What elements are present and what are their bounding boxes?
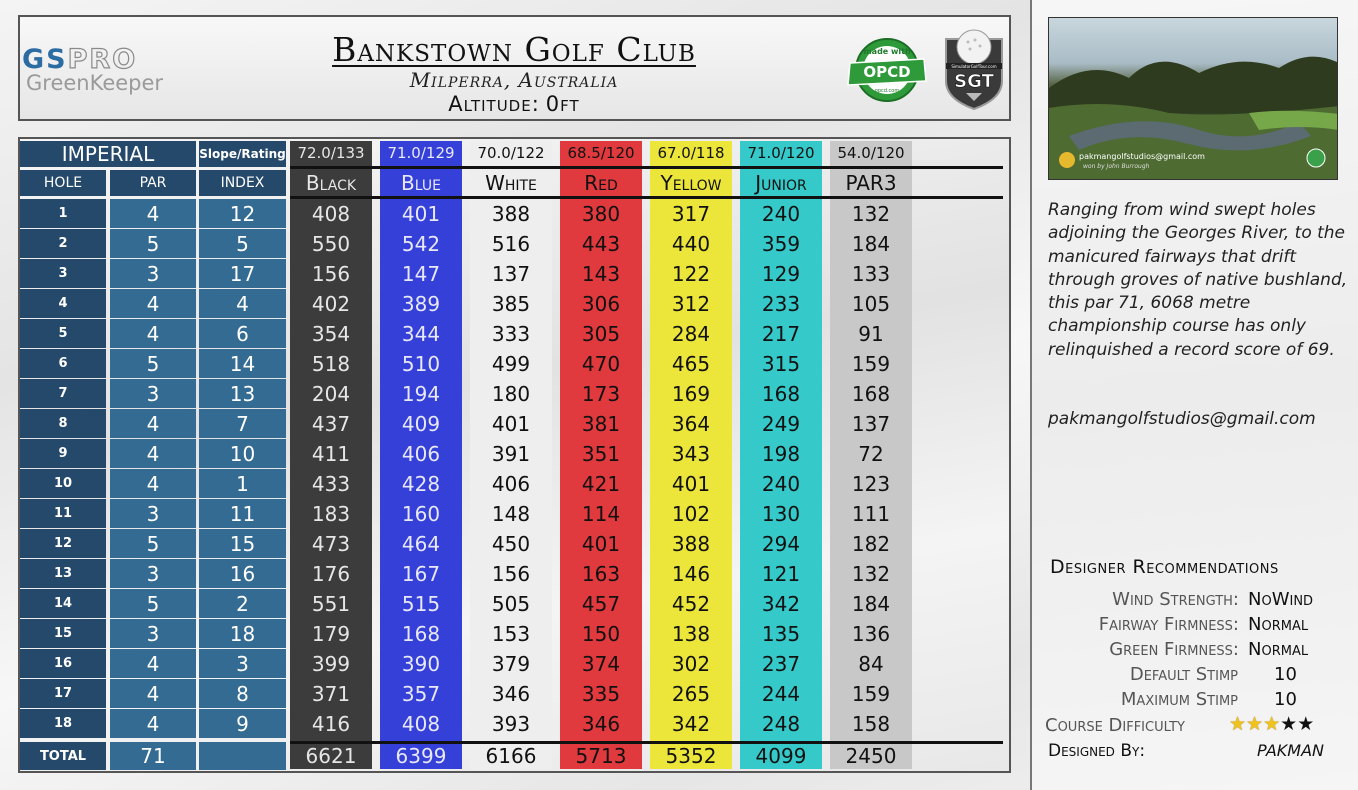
yardage-cell: 167 — [401, 562, 441, 586]
tee-total-red: 5713 — [575, 744, 627, 768]
yardage-cell: 306 — [581, 292, 621, 316]
difficulty-rating — [1229, 713, 1314, 735]
sgt-badge-top: SimulatorGolfTour.com — [951, 64, 997, 69]
contact-email: pakmangolfstudios@gmail.com — [1048, 409, 1316, 429]
total-label: TOTAL — [20, 742, 106, 770]
gspro-logo: GSPRO — [22, 44, 138, 75]
hole-hole-cell: 14 — [20, 589, 106, 618]
opcd-badge-url: opcd.com — [874, 88, 900, 94]
yardage-cell: 194 — [401, 382, 441, 406]
yardage-cell: 380 — [581, 202, 621, 226]
yardage-cell: 135 — [761, 622, 801, 646]
yardage-cell: 169 — [671, 382, 711, 406]
yardage-cell: 302 — [671, 652, 711, 676]
hole-hole-cell: 4 — [20, 289, 106, 318]
hole-index-cell: 2 — [199, 589, 286, 618]
tee-total-par3: 2450 — [845, 744, 897, 768]
course-location: Milperra, Australia — [409, 68, 619, 92]
greenkeeper-logo: GreenKeeper — [26, 71, 164, 95]
yardage-cell: 371 — [311, 682, 351, 706]
yardage-cell: 129 — [761, 262, 801, 286]
hole-hole-cell: 13 — [20, 559, 106, 588]
yardage-cell: 153 — [491, 622, 531, 646]
hole-index-cell: 8 — [199, 679, 286, 708]
hole-par-cell: 3 — [110, 619, 196, 648]
yardage-cell: 305 — [581, 322, 621, 346]
altitude — [316, 92, 712, 116]
yardage-cell: 388 — [671, 532, 711, 556]
yardage-cell: 335 — [581, 682, 621, 706]
hole-index-cell: 17 — [199, 259, 286, 288]
tee-name-junior: Junior — [755, 171, 807, 195]
hole-index-cell: 14 — [199, 349, 286, 378]
yardage-cell: 122 — [671, 262, 711, 286]
yardage-cell: 450 — [491, 532, 531, 556]
yardage-cell: 401 — [491, 412, 531, 436]
altitude-label: Altitude: — [448, 92, 540, 116]
hole-hole-cell: 8 — [20, 409, 106, 438]
yardage-cell: 452 — [671, 592, 711, 616]
yardage-cell: 133 — [851, 262, 891, 286]
yardage-cell: 217 — [761, 322, 801, 346]
tee-rating-red: 68.5/120 — [567, 144, 635, 162]
tee-rating-yellow: 67.0/118 — [657, 144, 725, 162]
tee-total-white: 6166 — [485, 744, 537, 768]
yardage-cell: 401 — [401, 202, 441, 226]
hole-par-cell: 4 — [110, 199, 196, 228]
yardage-cell: 421 — [581, 472, 621, 496]
hole-par-cell: 4 — [110, 469, 196, 498]
tee-name-blue: Blue — [401, 171, 441, 195]
yardage-cell: 385 — [491, 292, 531, 316]
yardage-cell: 344 — [401, 322, 441, 346]
yardage-cell: 406 — [491, 472, 531, 496]
yardage-cell: 91 — [858, 322, 884, 346]
yardage-cell: 156 — [311, 262, 351, 286]
hole-par-cell: 3 — [110, 499, 196, 528]
difficulty-label: Course Difficulty — [1045, 715, 1185, 736]
yardage-cell: 138 — [671, 622, 711, 646]
yardage-cell: 408 — [401, 712, 441, 736]
hole-hole-cell: 17 — [20, 679, 106, 708]
opcd-badge-main: OPCD — [863, 63, 911, 81]
header-bottom-rule — [290, 196, 1003, 199]
system-label: IMPERIAL — [20, 141, 196, 167]
yardage-cell: 516 — [491, 232, 531, 256]
yardage-cell: 379 — [491, 652, 531, 676]
yardage-cell: 248 — [761, 712, 801, 736]
yardage-cell: 244 — [761, 682, 801, 706]
yardage-cell: 143 — [581, 262, 621, 286]
hole-hole-cell: 1 — [20, 199, 106, 228]
tee-total-junior: 4099 — [755, 744, 807, 768]
hole-par-cell: 4 — [110, 649, 196, 678]
opcd-badge-top: made with — [863, 47, 911, 56]
yardage-cell: 390 — [401, 652, 441, 676]
yardage-cell: 354 — [311, 322, 351, 346]
hole-index-cell: 7 — [199, 409, 286, 438]
altitude-value: 0ft — [545, 92, 580, 116]
hole-index-cell: 4 — [199, 289, 286, 318]
recommendation-label: Wind Strength: — [1112, 589, 1239, 610]
yardage-cell: 168 — [851, 382, 891, 406]
recommendation-label: Default Stimp — [1129, 664, 1238, 685]
yardage-cell: 114 — [581, 502, 621, 526]
yardage-cell: 312 — [671, 292, 711, 316]
hole-hole-cell: 11 — [20, 499, 106, 528]
hole-par-cell: 3 — [110, 559, 196, 588]
yardage-cell: 499 — [491, 352, 531, 376]
hole-par-cell: 5 — [110, 349, 196, 378]
yardage-cell: 389 — [401, 292, 441, 316]
yardage-cell: 160 — [401, 502, 441, 526]
course-photo — [1048, 17, 1338, 180]
hole-hole-cell: 6 — [20, 349, 106, 378]
hole-index-cell: 13 — [199, 379, 286, 408]
hole-index-cell: 16 — [199, 559, 286, 588]
tee-total-black: 6621 — [305, 744, 357, 768]
hole-par-cell: 4 — [110, 709, 196, 738]
yardage-cell: 550 — [311, 232, 351, 256]
sgt-badge-main: SGT — [954, 71, 994, 92]
hole-hole-cell: 9 — [20, 439, 106, 468]
hole-par-cell: 4 — [110, 319, 196, 348]
yardage-cell: 158 — [851, 712, 891, 736]
yardage-cell: 346 — [581, 712, 621, 736]
yardage-cell: 130 — [761, 502, 801, 526]
hole-hole-cell: 18 — [20, 709, 106, 738]
yardage-cell: 408 — [311, 202, 351, 226]
yardage-cell: 265 — [671, 682, 711, 706]
yardage-cell: 168 — [401, 622, 441, 646]
yardage-cell: 176 — [311, 562, 351, 586]
yardage-cell: 123 — [851, 472, 891, 496]
tee-rating-white: 70.0/122 — [477, 144, 545, 162]
hole-par-cell: 3 — [110, 259, 196, 288]
col-header-par: PAR — [110, 170, 196, 196]
recommendation-label: Green Firmness: — [1109, 639, 1239, 660]
yardage-cell: 401 — [581, 532, 621, 556]
yardage-cell: 351 — [581, 442, 621, 466]
yardage-cell: 416 — [311, 712, 351, 736]
tee-rating-black: 72.0/133 — [297, 144, 365, 162]
hole-hole-cell: 16 — [20, 649, 106, 678]
yardage-cell: 333 — [491, 322, 531, 346]
photo-credit-caption: won by John Burrough — [1083, 163, 1150, 170]
yardage-cell: 147 — [401, 262, 441, 286]
yardage-cell: 381 — [581, 412, 621, 436]
panel-divider — [1030, 0, 1032, 790]
total-index — [199, 742, 286, 770]
designer-value: PAKMAN — [1257, 741, 1325, 760]
sgt-badge — [940, 27, 1008, 111]
yardage-cell: 359 — [761, 232, 801, 256]
yardage-cell: 393 — [491, 712, 531, 736]
course-title: Bankstown Golf Club — [332, 30, 696, 69]
col-header-index: INDEX — [199, 170, 286, 196]
yardage-cell: 518 — [311, 352, 351, 376]
yardage-cell: 111 — [851, 502, 891, 526]
yardage-cell: 137 — [491, 262, 531, 286]
yardage-cell: 457 — [581, 592, 621, 616]
yardage-cell: 317 — [671, 202, 711, 226]
hole-par-cell: 4 — [110, 289, 196, 318]
hole-index-cell: 1 — [199, 469, 286, 498]
recommendation-label: Maximum Stimp — [1120, 689, 1238, 710]
yardage-cell: 437 — [311, 412, 351, 436]
yardage-cell: 150 — [581, 622, 621, 646]
yardage-cell: 411 — [311, 442, 351, 466]
yardage-cell: 510 — [401, 352, 441, 376]
recommendation-label: Fairway Firmness: — [1098, 614, 1239, 635]
yardage-cell: 137 — [851, 412, 891, 436]
hole-hole-cell: 3 — [20, 259, 106, 288]
tee-rating-par3: 54.0/120 — [837, 144, 905, 162]
yardage-cell: 249 — [761, 412, 801, 436]
yardage-cell: 342 — [671, 712, 711, 736]
yardage-cell: 357 — [401, 682, 441, 706]
recommendations-title: Designer Recommendations — [1050, 556, 1279, 578]
course-description: Ranging from wind swept holes adjoining the Georges River, to the manicured fairways that drift through groves of native bushland, this par 71, 6068 metre championship course has only relinquished a record score of 69. — [1048, 200, 1348, 360]
total-par: 71 — [110, 742, 196, 770]
yardage-cell: 364 — [671, 412, 711, 436]
tee-total-blue: 6399 — [395, 744, 447, 768]
yardage-cell: 132 — [851, 202, 891, 226]
yardage-cell: 409 — [401, 412, 441, 436]
yardage-cell: 240 — [761, 472, 801, 496]
yardage-cell: 84 — [858, 652, 884, 676]
hole-index-cell: 5 — [199, 229, 286, 258]
yardage-cell: 505 — [491, 592, 531, 616]
hole-par-cell: 4 — [110, 679, 196, 708]
star-filled-icon: ★ — [1263, 713, 1281, 735]
yardage-cell: 464 — [401, 532, 441, 556]
yardage-cell: 433 — [311, 472, 351, 496]
hole-par-cell: 4 — [110, 439, 196, 468]
yardage-cell: 346 — [491, 682, 531, 706]
yardage-cell: 440 — [671, 232, 711, 256]
yardage-cell: 542 — [401, 232, 441, 256]
hole-par-cell: 5 — [110, 589, 196, 618]
star-filled-icon: ★ — [1229, 713, 1247, 735]
yardage-cell: 551 — [311, 592, 351, 616]
yardage-cell: 342 — [761, 592, 801, 616]
recommendation-value: 10 — [1274, 689, 1297, 710]
header-top-rule — [290, 166, 1003, 169]
yardage-cell: 391 — [491, 442, 531, 466]
yardage-cell: 399 — [311, 652, 351, 676]
yardage-cell: 168 — [761, 382, 801, 406]
hole-par-cell: 5 — [110, 529, 196, 558]
hole-index-cell: 3 — [199, 649, 286, 678]
yardage-cell: 102 — [671, 502, 711, 526]
recommendation-value: NoWind — [1248, 589, 1314, 610]
hole-hole-cell: 5 — [20, 319, 106, 348]
tee-name-yellow: Yellow — [660, 171, 722, 195]
yardage-cell: 465 — [671, 352, 711, 376]
yardage-cell: 473 — [311, 532, 351, 556]
yardage-cell: 179 — [311, 622, 351, 646]
yardage-cell: 470 — [581, 352, 621, 376]
star-empty-icon: ★ — [1280, 713, 1298, 735]
yardage-cell: 184 — [851, 232, 891, 256]
hole-index-cell: 15 — [199, 529, 286, 558]
yardage-cell: 184 — [851, 592, 891, 616]
yardage-cell: 198 — [761, 442, 801, 466]
designer-label: Designed By: — [1048, 741, 1146, 761]
yardage-cell: 204 — [311, 382, 351, 406]
star-filled-icon: ★ — [1246, 713, 1264, 735]
yardage-cell: 343 — [671, 442, 711, 466]
recommendation-value: Normal — [1248, 639, 1309, 660]
yardage-cell: 163 — [581, 562, 621, 586]
tee-name-red: Red — [584, 171, 618, 195]
yardage-cell: 443 — [581, 232, 621, 256]
yardage-cell: 182 — [851, 532, 891, 556]
yardage-cell: 388 — [491, 202, 531, 226]
yardage-cell: 173 — [581, 382, 621, 406]
yardage-cell: 72 — [858, 442, 884, 466]
yardage-cell: 183 — [311, 502, 351, 526]
yardage-cell: 515 — [401, 592, 441, 616]
yardage-cell: 315 — [761, 352, 801, 376]
hole-index-cell: 9 — [199, 709, 286, 738]
yardage-cell: 406 — [401, 442, 441, 466]
col-header-hole: HOLE — [20, 170, 106, 196]
hole-par-cell: 4 — [110, 409, 196, 438]
tee-name-white: White — [485, 171, 537, 195]
yardage-cell: 402 — [311, 292, 351, 316]
yardage-cell: 105 — [851, 292, 891, 316]
yardage-cell: 233 — [761, 292, 801, 316]
recommendation-value: Normal — [1248, 614, 1309, 635]
tee-total-yellow: 5352 — [665, 744, 717, 768]
hole-hole-cell: 10 — [20, 469, 106, 498]
hole-index-cell: 6 — [199, 319, 286, 348]
hole-index-cell: 11 — [199, 499, 286, 528]
hole-hole-cell: 12 — [20, 529, 106, 558]
total-rule — [290, 741, 1003, 744]
yardage-cell: 294 — [761, 532, 801, 556]
tee-rating-junior: 71.0/120 — [747, 144, 815, 162]
hole-hole-cell: 2 — [20, 229, 106, 258]
hole-hole-cell: 15 — [20, 619, 106, 648]
hole-index-cell: 12 — [199, 199, 286, 228]
hole-index-cell: 10 — [199, 439, 286, 468]
hole-hole-cell: 7 — [20, 379, 106, 408]
yardage-cell: 237 — [761, 652, 801, 676]
tee-rating-blue: 71.0/129 — [387, 144, 455, 162]
slope-rating-label: Slope/Rating — [199, 141, 286, 167]
yardage-cell: 156 — [491, 562, 531, 586]
yardage-cell: 284 — [671, 322, 711, 346]
yardage-cell: 428 — [401, 472, 441, 496]
tee-name-black: Black — [305, 171, 357, 195]
yardage-cell: 240 — [761, 202, 801, 226]
opcd-badge — [846, 37, 928, 103]
yardage-cell: 180 — [491, 382, 531, 406]
hole-index-cell: 18 — [199, 619, 286, 648]
tee-name-par3: PAR3 — [845, 171, 897, 195]
yardage-cell: 401 — [671, 472, 711, 496]
yardage-cell: 159 — [851, 682, 891, 706]
hole-par-cell: 3 — [110, 379, 196, 408]
recommendation-value: 10 — [1274, 664, 1297, 685]
star-empty-icon: ★ — [1297, 713, 1315, 735]
yardage-cell: 121 — [761, 562, 801, 586]
yardage-cell: 146 — [671, 562, 711, 586]
yardage-cell: 132 — [851, 562, 891, 586]
photo-email-caption: pakmangolfstudios@gmail.com — [1079, 152, 1205, 161]
hole-par-cell: 5 — [110, 229, 196, 258]
yardage-cell: 159 — [851, 352, 891, 376]
yardage-cell: 374 — [581, 652, 621, 676]
yardage-cell: 148 — [491, 502, 531, 526]
yardage-cell: 136 — [851, 622, 891, 646]
